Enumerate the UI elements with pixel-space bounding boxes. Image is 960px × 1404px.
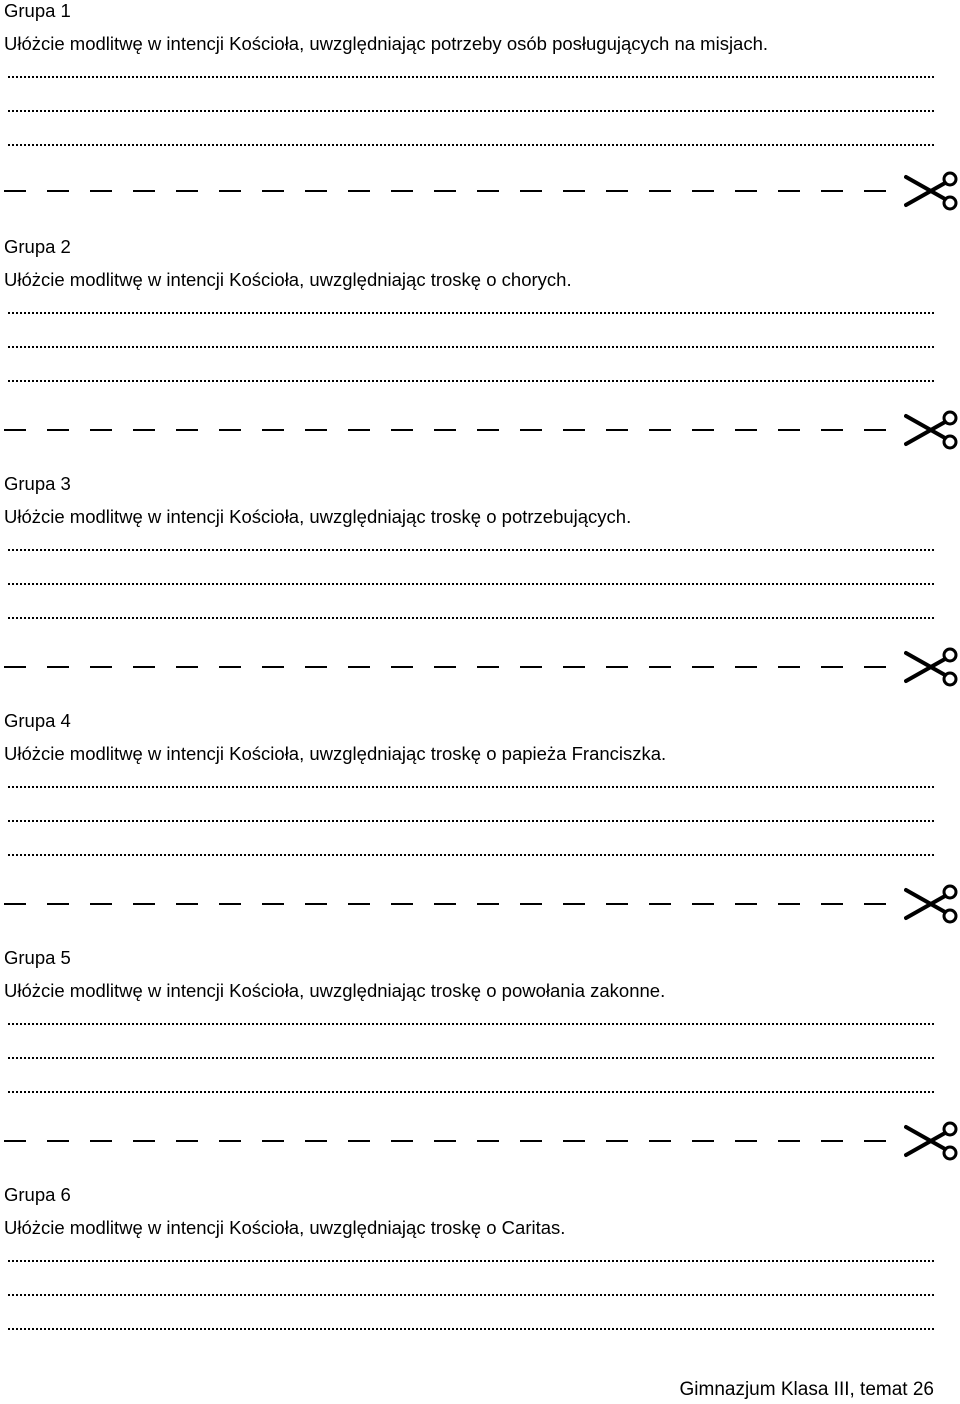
answer-line	[8, 1023, 934, 1025]
dashed-cut-guide	[4, 666, 892, 668]
answer-line	[8, 312, 934, 314]
cut-line	[0, 169, 960, 213]
scissors-icon	[904, 169, 960, 213]
answer-line	[8, 854, 934, 856]
group-instruction: Ułóżcie modlitwę w intencji Kościoła, uwzględniając troskę o Caritas.	[4, 1217, 566, 1238]
scissors-icon	[904, 1119, 960, 1163]
group-instruction: Ułóżcie modlitwę w intencji Kościoła, uwzględniając potrzeby osób posługujących na misjach.	[4, 33, 769, 54]
answer-line	[8, 583, 934, 585]
group-instruction: Ułóżcie modlitwę w intencji Kościoła, uwzględniając troskę o chorych.	[4, 269, 572, 290]
cut-line	[0, 882, 960, 926]
cut-line	[0, 408, 960, 452]
group-title: Grupa 3	[4, 473, 71, 494]
dashed-cut-guide	[4, 190, 892, 192]
answer-line	[8, 1294, 934, 1296]
scissors-icon	[904, 882, 960, 926]
answer-line	[8, 1091, 934, 1093]
group-instruction: Ułóżcie modlitwę w intencji Kościoła, uwzględniając troskę o potrzebujących.	[4, 506, 632, 527]
dashed-cut-guide	[4, 903, 892, 905]
cut-line	[0, 645, 960, 689]
answer-line	[8, 346, 934, 348]
group-instruction: Ułóżcie modlitwę w intencji Kościoła, uwzględniając troskę o powołania zakonne.	[4, 980, 666, 1001]
group-instruction: Ułóżcie modlitwę w intencji Kościoła, uwzględniając troskę o papieża Franciszka.	[4, 743, 667, 764]
answer-line	[8, 617, 934, 619]
group-title: Grupa 1	[4, 0, 71, 21]
scissors-icon	[904, 408, 960, 452]
cut-line	[0, 1119, 960, 1163]
answer-line	[8, 1260, 934, 1262]
page-footer: Gimnazjum Klasa III, temat 26	[679, 1379, 934, 1400]
answer-line	[8, 76, 934, 78]
group-title: Grupa 5	[4, 947, 71, 968]
answer-line	[8, 110, 934, 112]
answer-line	[8, 380, 934, 382]
group-title: Grupa 6	[4, 1184, 71, 1205]
answer-line	[8, 820, 934, 822]
group-title: Grupa 2	[4, 236, 71, 257]
answer-line	[8, 786, 934, 788]
answer-line	[8, 1057, 934, 1059]
dashed-cut-guide	[4, 429, 892, 431]
answer-line	[8, 1328, 934, 1330]
group-title: Grupa 4	[4, 710, 71, 731]
answer-line	[8, 549, 934, 551]
scissors-icon	[904, 645, 960, 689]
answer-line	[8, 144, 934, 146]
dashed-cut-guide	[4, 1140, 892, 1142]
